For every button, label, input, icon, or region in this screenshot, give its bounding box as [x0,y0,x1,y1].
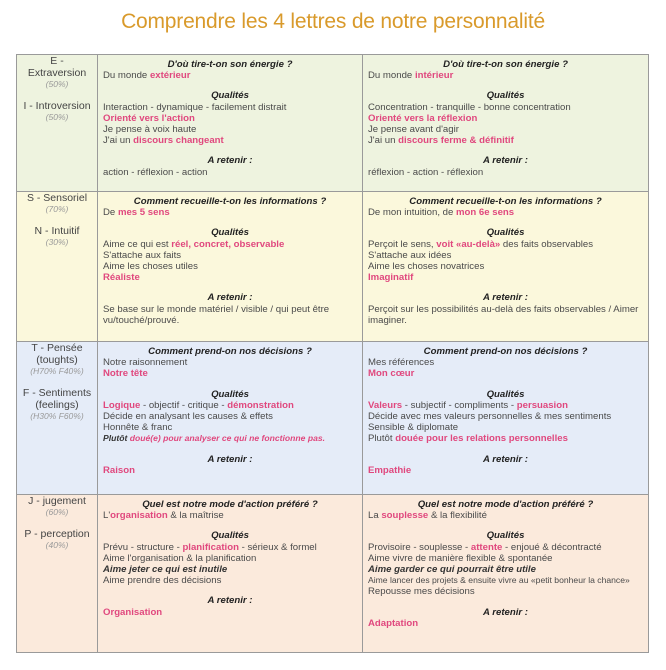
cell-pensee [98,342,363,495]
question: D'où tire-t-on son énergie ? [443,59,568,70]
qualites-heading: Qualités [211,90,249,102]
question: Comment recueille-t-on les informations ? [409,196,602,207]
quality-line: Aime l'organisation & la planification [103,552,257,564]
pct-e: (50%) [45,79,69,89]
quality-line: Provisoire - souplesse - attente - enjoué & décontracté [368,541,602,553]
pct-n: (30%) [45,237,69,247]
answer: De mon intuition, de mon 6e sens [368,207,515,219]
page-title: Comprendre les 4 lettres de notre personnalité [121,10,545,33]
quality-line: Aime ce qui est réel, concret, observable [103,238,285,250]
quality-line: Prévu - structure - planification - sérieux & formel [103,541,317,553]
question: Quel est notre mode d'action préféré ? [417,499,594,510]
quality-line: Aime vivre de manière flexible & spontanée [368,552,553,564]
qualites-heading: Qualités [486,227,525,239]
label-cell-ei [17,55,98,192]
cell-jugement [98,495,363,653]
label-p: P - perception [24,528,90,540]
question: Quel est notre mode d'action préféré ? [142,499,318,510]
quality-line: Plutôt doué(e) pour analyser ce qui ne fonctionne pas. [103,433,326,444]
answer: Mes références [368,357,435,369]
quality-line: Plutôt douée pour les relations personnelles [368,433,568,445]
quality-line: S'attache aux idées [368,249,452,261]
quality-line: Interaction - dynamique - facilement distrait [103,101,287,113]
quality-line: Sensible & diplomate [368,422,459,434]
answer: Notre raisonnement [103,357,188,369]
retain-heading: A retenir : [483,453,528,465]
quality-line: Je pense à voix haute [103,124,197,136]
quality-line: S'attache aux faits [103,249,182,261]
label-cell-sn [17,192,98,342]
quality-line: Réaliste [103,272,140,284]
row-decisions [17,342,649,495]
retain-heading: A retenir : [483,606,528,618]
label-i: I - Introversion [23,100,91,112]
qualites-heading: Qualités [486,530,525,542]
answer: Du monde extérieur [103,70,191,82]
retain-text: action - réflexion - action [103,166,208,178]
retain-text: Organisation [103,606,163,618]
qualites-heading: Qualités [211,388,249,400]
question: Comment prend-on nos décisions ? [423,346,588,357]
retain-text: Se base sur le monde matériel / visible / qui peut être vu/touché/prouvé. [103,303,330,326]
cell-introversion [363,55,649,192]
answer-highlight: Notre tête [103,368,148,380]
retain-text: réflexion - action - réflexion [368,166,484,178]
pct-j: (60%) [45,507,69,517]
quality-line: Aime les choses novatrices [368,261,485,273]
personality-table [16,54,649,653]
label-f: F - Sentiments [22,387,92,399]
cell-intuitif [363,192,649,342]
pct-t: (H70% F40%) [30,366,84,376]
retain-heading: A retenir : [207,155,253,167]
answer: De mes 5 sens [103,207,170,219]
quality-line: Valeurs - subjectif - compliments - persuasion [368,399,568,411]
quality-line: Je pense avant d'agir [368,124,459,136]
pct-i: (50%) [45,112,69,122]
pct-f: (H30% F60%) [30,411,84,421]
quality-line: Orienté vers l'action [103,112,195,124]
row-energy [17,55,649,192]
retain-text: Perçoit sur les possibilités au-delà des faits observables / Aimer imaginer. [368,303,639,326]
quality-line: Orienté vers la réflexion [368,112,478,124]
cell-extraversion [98,55,363,192]
quality-line: Aime jeter ce qui est inutile [103,564,228,576]
qualites-heading: Qualités [486,90,525,102]
qualites-heading: Qualités [211,227,249,239]
pct-p: (40%) [45,540,69,550]
row-action [17,495,649,653]
retain-heading: A retenir : [207,453,253,465]
label-e: E - [50,55,64,67]
label-extraversion: Extraversion [27,67,87,79]
quality-line: Imaginatif [368,272,414,284]
label-cell-tf [17,342,98,495]
label-s: S - Sensoriel [26,192,88,204]
quality-line: Aime lancer des projets & ensuite vivre au «petit bonheur la chance» [368,575,630,586]
retain-heading: A retenir : [207,595,253,607]
label-toughts: (toughts) [36,354,78,366]
quality-line: Repousse mes décisions [368,586,475,598]
retain-text: Raison [103,464,135,476]
question: Comment recueille-t-on les informations ? [133,196,327,207]
question: D'où tire-t-on son énergie ? [167,59,293,70]
quality-line: Aime garder ce qui pourrait être utile [368,564,536,576]
quality-line: Concentration - tranquille - bonne concentration [368,101,571,113]
quality-line: Décide en analysant les causes & effets [103,411,273,423]
label-feelings: (feelings) [35,399,79,411]
retain-heading: A retenir : [483,155,528,167]
row-information [17,192,649,342]
quality-line: Aime les choses utiles [103,261,198,273]
retain-text: Empathie [368,464,412,476]
quality-line: Honnête & franc [103,422,173,434]
label-j: J - jugement [28,495,86,507]
label-t: T - Pensée [31,342,83,354]
retain-heading: A retenir : [483,292,528,304]
answer: Du monde intérieur [368,70,454,82]
answer: L'organisation & la maîtrise [103,510,224,522]
cell-perception [363,495,649,653]
pct-s: (70%) [45,204,69,214]
cell-sensoriel [98,192,363,342]
cell-sentiments [363,342,649,495]
retain-heading: A retenir : [207,292,253,304]
quality-line: Logique - objectif - critique - démonstration [103,399,294,411]
quality-line: J'ai un discours ferme & définitif [368,135,514,147]
quality-line: J'ai un discours changeant [103,135,224,147]
quality-line: Aime prendre des décisions [103,575,222,587]
answer-highlight: Mon cœur [368,368,415,380]
quality-line: Perçoit le sens, voit «au-delà» des faits observables [368,238,594,250]
qualites-heading: Qualités [486,388,525,400]
qualites-heading: Qualités [211,530,249,542]
label-n: N - Intuitif [34,225,80,237]
answer: La souplesse & la flexibilité [368,510,487,522]
quality-line: Décide avec mes valeurs personnelles & mes sentiments [368,411,612,423]
retain-text: Adaptation [368,617,419,629]
label-cell-jp [17,495,98,653]
question: Comment prend-on nos décisions ? [148,346,312,357]
